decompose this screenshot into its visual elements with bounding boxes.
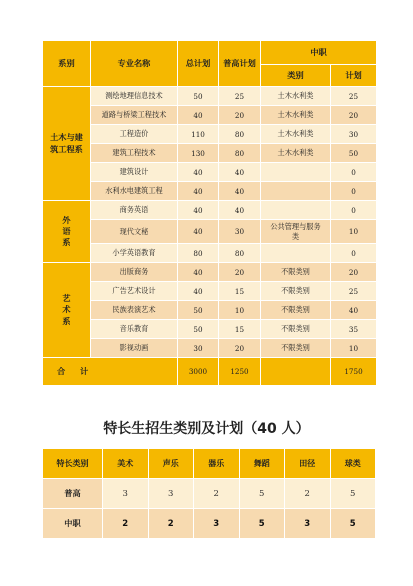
row-total: 40 bbox=[178, 201, 219, 220]
row-general: 40 bbox=[219, 163, 261, 182]
special-row-label: 普高 bbox=[43, 479, 103, 509]
row-voc-plan: 50 bbox=[331, 144, 377, 163]
row-major: 音乐教育 bbox=[91, 320, 178, 339]
group-foreign-language-label: 外语系 bbox=[62, 214, 71, 248]
summary-general: 1250 bbox=[219, 358, 261, 386]
row-total: 40 bbox=[178, 220, 219, 244]
special-cell: 3 bbox=[103, 479, 149, 509]
row-total: 50 bbox=[178, 320, 219, 339]
header-voc-plan: 计划 bbox=[331, 65, 377, 87]
row-major: 民族表演艺术 bbox=[91, 301, 178, 320]
row-general: 80 bbox=[219, 144, 261, 163]
row-total: 50 bbox=[178, 301, 219, 320]
row-voc-plan: 40 bbox=[331, 301, 377, 320]
row-voc-type: 不限类别 bbox=[261, 301, 331, 320]
row-voc-plan: 30 bbox=[331, 125, 377, 144]
header-voc-type: 类别 bbox=[261, 65, 331, 87]
summary-voc-plan: 1750 bbox=[331, 358, 377, 386]
special-cell: 5 bbox=[330, 509, 376, 539]
row-voc-type bbox=[261, 163, 331, 182]
row-general: 80 bbox=[219, 244, 261, 263]
row-voc-type: 土木水利类 bbox=[261, 106, 331, 125]
row-general: 40 bbox=[219, 201, 261, 220]
header-total-plan: 总计划 bbox=[178, 41, 219, 87]
header-major: 专业名称 bbox=[91, 41, 178, 87]
summary-label: 合 计 bbox=[43, 358, 178, 386]
special-talent-table bbox=[42, 448, 376, 539]
row-total: 130 bbox=[178, 144, 219, 163]
special-header-vocal: 声乐 bbox=[148, 449, 194, 479]
row-voc-type bbox=[261, 201, 331, 220]
special-cell: 3 bbox=[194, 509, 240, 539]
row-voc-plan: 0 bbox=[331, 244, 377, 263]
row-major: 道路与桥梁工程技术 bbox=[91, 106, 178, 125]
row-major: 测绘地理信息技术 bbox=[91, 87, 178, 106]
row-general: 25 bbox=[219, 87, 261, 106]
row-voc-type: 不限类别 bbox=[261, 320, 331, 339]
row-voc-plan: 0 bbox=[331, 182, 377, 201]
row-major: 建筑工程技术 bbox=[91, 144, 178, 163]
special-cell: 2 bbox=[285, 479, 331, 509]
row-total: 40 bbox=[178, 106, 219, 125]
special-cell: 2 bbox=[148, 509, 194, 539]
row-total: 30 bbox=[178, 339, 219, 358]
group-civil-engineering: 土木与建筑工程系 bbox=[43, 87, 91, 201]
row-voc-type: 土木水利类 bbox=[261, 125, 331, 144]
row-total: 110 bbox=[178, 125, 219, 144]
row-voc-plan: 0 bbox=[331, 163, 377, 182]
header-vocational: 中职 bbox=[261, 41, 377, 65]
row-major: 工程造价 bbox=[91, 125, 178, 144]
row-voc-plan: 35 bbox=[331, 320, 377, 339]
special-header-track: 田径 bbox=[285, 449, 331, 479]
row-total: 40 bbox=[178, 182, 219, 201]
row-voc-plan: 20 bbox=[331, 263, 377, 282]
group-foreign-language bbox=[43, 201, 91, 263]
row-voc-plan: 10 bbox=[331, 339, 377, 358]
special-cell: 2 bbox=[103, 509, 149, 539]
row-voc-type: 不限类别 bbox=[261, 282, 331, 301]
summary-voc-type bbox=[261, 358, 331, 386]
row-voc-type: 公共管理与服务类 bbox=[261, 220, 331, 244]
row-general: 40 bbox=[219, 182, 261, 201]
special-header-category: 特长类别 bbox=[43, 449, 103, 479]
row-major: 商务英语 bbox=[91, 201, 178, 220]
special-header-dance: 舞蹈 bbox=[239, 449, 285, 479]
row-general: 30 bbox=[219, 220, 261, 244]
row-voc-plan: 25 bbox=[331, 87, 377, 106]
special-header-ball: 球类 bbox=[330, 449, 376, 479]
row-voc-plan: 20 bbox=[331, 106, 377, 125]
row-general: 20 bbox=[219, 339, 261, 358]
row-general: 80 bbox=[219, 125, 261, 144]
row-general: 20 bbox=[219, 263, 261, 282]
row-total: 40 bbox=[178, 163, 219, 182]
row-major: 影视动画 bbox=[91, 339, 178, 358]
special-row-label: 中职 bbox=[43, 509, 103, 539]
summary-total: 3000 bbox=[178, 358, 219, 386]
row-general: 20 bbox=[219, 106, 261, 125]
row-total: 40 bbox=[178, 282, 219, 301]
special-cell: 5 bbox=[330, 479, 376, 509]
row-voc-type bbox=[261, 244, 331, 263]
row-voc-type: 土木水利类 bbox=[261, 144, 331, 163]
row-major: 广告艺术设计 bbox=[91, 282, 178, 301]
special-cell: 3 bbox=[148, 479, 194, 509]
row-total: 80 bbox=[178, 244, 219, 263]
row-general: 10 bbox=[219, 301, 261, 320]
row-major: 现代文秘 bbox=[91, 220, 178, 244]
row-voc-plan: 10 bbox=[331, 220, 377, 244]
row-voc-plan: 0 bbox=[331, 201, 377, 220]
row-voc-type: 土木水利类 bbox=[261, 87, 331, 106]
row-major: 建筑设计 bbox=[91, 163, 178, 182]
row-major: 小学英语教育 bbox=[91, 244, 178, 263]
special-cell: 5 bbox=[239, 509, 285, 539]
row-general: 15 bbox=[219, 282, 261, 301]
header-general-plan: 普高计划 bbox=[219, 41, 261, 87]
row-major: 水利水电建筑工程 bbox=[91, 182, 178, 201]
special-cell: 3 bbox=[285, 509, 331, 539]
group-art bbox=[43, 263, 91, 358]
row-total: 40 bbox=[178, 263, 219, 282]
row-voc-type bbox=[261, 182, 331, 201]
special-talent-title: 特长生招生类别及计划（40 人） bbox=[103, 421, 310, 437]
special-header-art: 美术 bbox=[103, 449, 149, 479]
special-cell: 5 bbox=[239, 479, 285, 509]
row-voc-type: 不限类别 bbox=[261, 339, 331, 358]
row-general: 15 bbox=[219, 320, 261, 339]
group-art-label: 艺术系 bbox=[62, 293, 71, 326]
header-category: 系别 bbox=[43, 41, 91, 87]
row-major: 出版商务 bbox=[91, 263, 178, 282]
special-header-instrument: 器乐 bbox=[194, 449, 240, 479]
special-cell: 2 bbox=[194, 479, 240, 509]
row-total: 50 bbox=[178, 87, 219, 106]
row-voc-type: 不限类别 bbox=[261, 263, 331, 282]
row-voc-plan: 25 bbox=[331, 282, 377, 301]
enrollment-plan-table bbox=[42, 40, 377, 386]
